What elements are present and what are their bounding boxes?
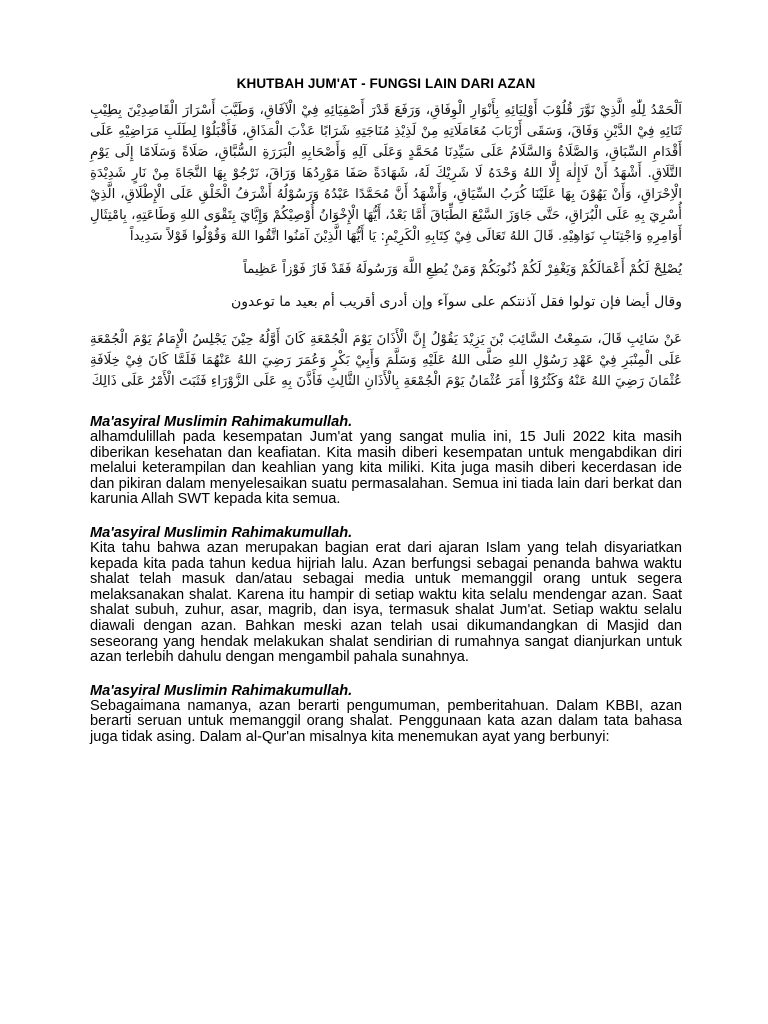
arabic-opening-prayer: اَلْحَمْدُ لِلّٰهِ الَّذِيْ نَوَّرَ قُلُوْبَ أَوْلِيَائِهِ بِأَنْوَارِ الْوِفَاقِ، وَرَفَعَ قَدْرَ أَصْفِيَائِهِ فِيْ الْآفَاقِ، وَطَيَّبَ أَسْرَارَ الْقَاصِدِيْنَ بِطِيْبِ ثَنَائِهِ فِيْ الدَّيْنِ وَفَاقَ، وَسَقَى أَرْبَابَ مُعَامَلَاتِهِ مِنْ لَذِيْذِ مُنَاجَتِهِ شَرَابًا عَذْبَ الْمَذَاقِ، فَأَقْبَلُوْا لِطَلَبِ مَرَاضِيْهِ عَلَى أَقْدَامِ السِّبَاقِ، وَالصَّلَاةُ وَالسَّلَامُ عَلَى سَيِّدِنَا مُحَمَّدٍ وَعَلَى آلِهِ وَأَصْحَابِهِ الْبَرَرَةِ السُّبَّاقِ، صَلَاةً وَسَلَامًا إِلَى يَوْمِ التَّلَاقِ. أَشْهَدُ أَنْ لَاإِلٰهَ إِلَّا اللهُ وَحْدَهُ لَا شَرِيْكَ لَهُ، شَهَادَةً صَفَا مَوْرِدُهَا وَرَاقَ، نَرْجُوْ بِهَا النَّجَاةَ مِنْ نَارٍ شَدِيْدَةِ الْاِحْرَاقِ، وَأَنْ يَهُوْنَ بِهَا عَلَيْنَا كُرَبُ السِّيَاقِ، وَأَشْهَدُ أَنَّ مُحَمَّدًا عَبْدُهُ وَرَسُوْلُهُ أَشْرَفُ الْخَلْقِ عَلَى الْإِطْلَاقِ، الَّذِيْ أُسْرِيَ بِهِ عَلَى الْبُرَاقِ، حَتَّى جَاوَزَ السَّبْعَ الطِّبَاقَ أَمَّا بَعْدُ، أَيُّهَا الْإِخْوَانُ أُوْصِيْكُمْ وَإِيَّايَ بِتَقْوَى اللهِ وَطَاعَتِهِ، بِامْتِثَالِ أَوَامِرِهِ وَاجْتِنَابِ نَوَاهِيْهِ. قَالَ اللهُ تَعَالَى فِيْ كِتَابِهِ الْكَرِيْمِ: يَا أَيُّهَا الَّذِيْنَ آمَنُوا اتَّقُوا اللهَ وَقُوْلُوا قَوْلاً سَدِيداً — [90, 103, 682, 244]
sermon-section-3 — [90, 683, 682, 746]
arabic-hadith: عَنْ سَائِبِ قَالَ، سَمِعْتُ السَّائِبَ بْنَ يَزِيْدَ يَقُوْلُ إِنَّ الْأَذَانَ يَوْمَ الْجُمْعَةِ كَانَ أَوَّلُهُ حِيْنَ يَجْلِسُ الْإِمَامُ يَوْمَ الْجُمْعَةِ عَلَى الْمِنْبَرِ فِيْ عَهْدِ رَسُوْلِ اللهِ صَلَّى اللهُ عَلَيْهِ وَسَلَّمَ وَأَبِيْ بَكْرٍ وَعُمَرَ رَضِيَ اللهُ عَنْهُمَا فَلَمَّا كَانَ فِيْ خِلَافَةِ عُثْمَانَ رَضِيَ اللهُ عَنْهُ وَكَثُرُوْا أَمَرَ عُثْمَانُ يَوْمَ الْجُمْعَةِ بِالْأَذَانِ الثَّالِثِ فَأَذَّنَ بِهِ عَلَى الزَّوْرَاءِ فَثَبَتَ الْأَمْرُ عَلَى ذَالِكَ — [90, 332, 682, 389]
arabic-quran-verse: يُصْلِحْ لَكُمْ أَعْمَالَكُمْ وَيَغْفِرْ لَكُمْ ذُنُوبَكُمْ وَمَنْ يُطِعِ اللَّهَ وَرَسُولَهُ فَقَدْ فَازَ فَوْزاً عَظِيماً — [243, 262, 682, 277]
sermon-section-1 — [90, 414, 682, 508]
arabic-plain-verse: وقال أيضا فإن تولوا فقل آذنتكم على سوآء وإن أدرى أقريب أم بعيد ما توعدون — [230, 294, 682, 310]
document-title: KHUTBAH JUM'AT - FUNGSI LAIN DARI AZAN — [236, 76, 536, 91]
section-heading: Ma'asyiral Muslimin Rahimakumullah. — [90, 524, 353, 541]
section-paragraph: alhamdulillah pada kesempatan Jum'at yang sangat mulia ini, 15 Juli 2022 kita masih diberikan kesehatan dan keafiatan. Kita masih diberi kesempatan untuk mengabdikan diri melalui keterampilan dan keahlian yang kita miliki. Kita juga masih diberi kecerdasan ide dan pikiran dalam menyelesaikan suatu permasalahan. Semua ini tiada lain dari berkat dan karunia Allah SWT kepada kita semua. — [90, 429, 682, 508]
section-heading: Ma'asyiral Muslimin Rahimakumullah. — [90, 682, 353, 699]
section-paragraph: Kita tahu bahwa azan merupakan bagian erat dari ajaran Islam yang telah disyariatkan kepada kita pada tahun kedua hijriah lalu. Azan berfungsi sebagai penanda bahwa waktu shalat telah masuk dan/atau sebagai media untuk memanggil orang untuk segera melaksanakan shalat. Karena itu hampir di setiap waktu kita selalu mendengar azan. Saat shalat subuh, zuhur, asar, magrib, dan isya, termasuk shalat Jum'at. Setiap waktu selalu diawali dengan azan. Bahkan meski azan telah usai dikumandangkan di Masjid dan seseorang yang hendak melakukan shalat sendirian di rumahnya sangat dianjurkan untuk azan terlebih dahulu dengan mengambil pahala sunahnya. — [90, 539, 682, 666]
section-heading: Ma'asyiral Muslimin Rahimakumullah. — [90, 414, 353, 430]
section-paragraph: Sebagaimana namanya, azan berarti pengumuman, pemberitahuan. Dalam KBBI, azan berarti seruan untuk memanggil orang shalat. Penggunaan kata azan dalam tata bahasa juga tidak asing. Dalam al-Qur'an misalnya kita menemukan ayat yang berbunyi: — [90, 697, 682, 745]
sermon-section-2 — [90, 525, 682, 666]
document-page — [90, 74, 682, 746]
